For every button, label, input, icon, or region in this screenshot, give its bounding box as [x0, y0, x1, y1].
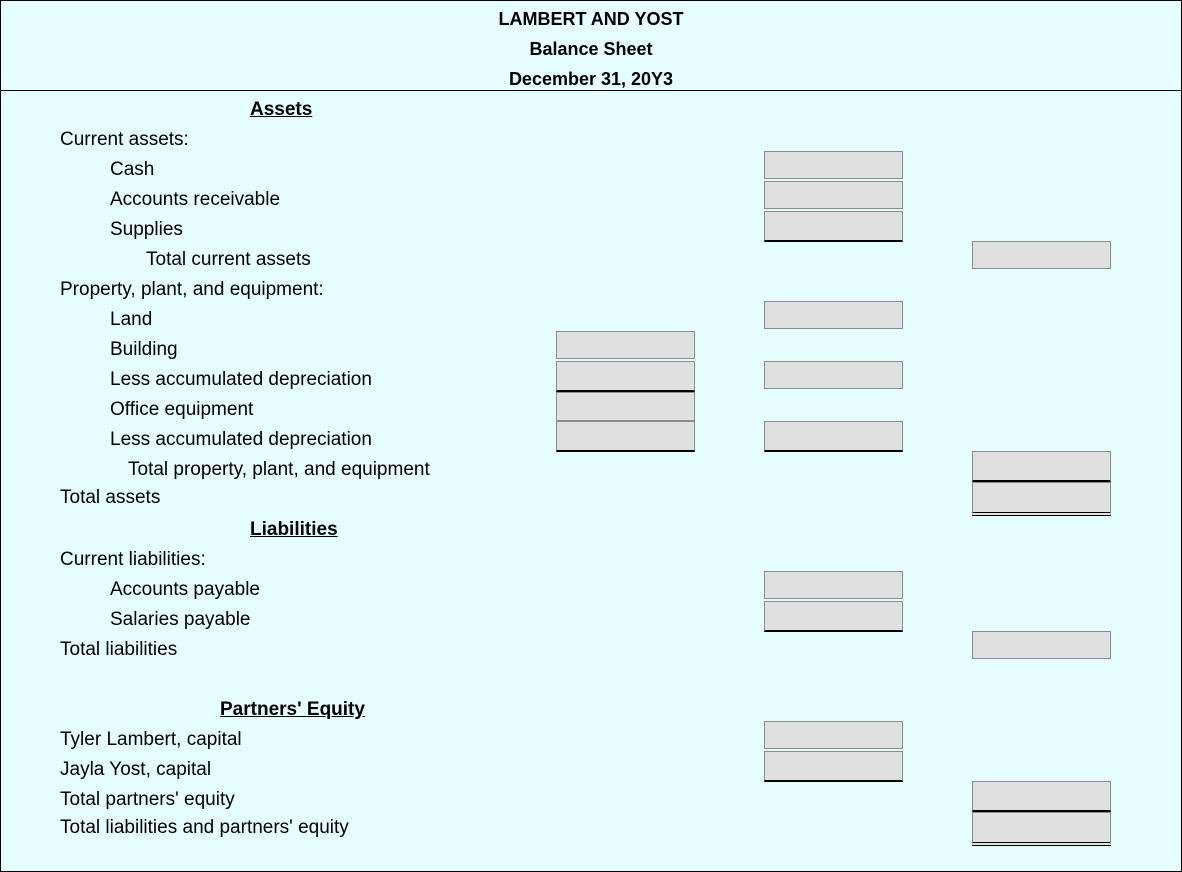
building-net-input[interactable] — [764, 361, 903, 389]
office-equipment-input[interactable] — [556, 392, 695, 421]
accounts-payable-input[interactable] — [764, 571, 903, 599]
supplies-label: Supplies — [110, 219, 183, 240]
yost-capital-input[interactable] — [764, 751, 903, 782]
total-liabilities-input[interactable] — [972, 631, 1111, 659]
building-accum-dep-input[interactable] — [556, 361, 695, 392]
total-assets-input[interactable] — [972, 482, 1111, 516]
salaries-payable-label: Salaries payable — [110, 609, 251, 630]
salaries-payable-input[interactable] — [764, 601, 903, 632]
land-input[interactable] — [764, 301, 903, 329]
total-ppe-label: Total property, plant, and equipment — [128, 459, 430, 480]
accounts-receivable-label: Accounts receivable — [110, 189, 281, 210]
building-accum-dep-label: Less accumulated depreciation — [110, 369, 372, 390]
office-accum-dep-input[interactable] — [556, 421, 695, 452]
partners-equity-heading: Partners' Equity — [220, 699, 365, 720]
statement-header — [1, 1, 1181, 91]
office-equipment-label: Office equipment — [110, 399, 254, 420]
cash-label: Cash — [110, 159, 155, 180]
total-liabilities-equity-input[interactable] — [972, 812, 1111, 846]
land-label: Land — [110, 309, 153, 330]
company-name: LAMBERT AND YOST — [498, 9, 684, 29]
building-input[interactable] — [556, 331, 695, 359]
supplies-input[interactable] — [764, 211, 903, 242]
lambert-capital-label: Tyler Lambert, capital — [60, 729, 242, 750]
accounts-receivable-input[interactable] — [764, 181, 903, 209]
total-current-assets-input[interactable] — [972, 241, 1111, 269]
statement-date: December 31, 20Y3 — [508, 69, 674, 89]
yost-capital-label: Jayla Yost, capital — [60, 759, 212, 780]
current-liabilities-heading: Current liabilities: — [60, 549, 206, 570]
total-partners-equity-input[interactable] — [972, 781, 1111, 812]
statement-title: Balance Sheet — [529, 39, 653, 59]
building-label: Building — [110, 339, 178, 360]
total-liabilities-equity-label: Total liabilities and partners' equity — [60, 817, 349, 838]
cash-input[interactable] — [764, 151, 903, 179]
office-equipment-net-input[interactable] — [764, 421, 903, 452]
assets-heading: Assets — [250, 99, 313, 120]
total-current-assets-label: Total current assets — [146, 249, 311, 270]
total-partners-equity-label: Total partners' equity — [60, 789, 235, 810]
current-assets-heading: Current assets: — [60, 129, 189, 150]
liabilities-heading: Liabilities — [250, 519, 338, 540]
total-assets-label: Total assets — [60, 487, 161, 508]
ppe-heading: Property, plant, and equipment: — [60, 279, 324, 300]
lambert-capital-input[interactable] — [764, 721, 903, 749]
total-ppe-input[interactable] — [972, 451, 1111, 482]
office-accum-dep-label: Less accumulated depreciation — [110, 429, 372, 450]
accounts-payable-label: Accounts payable — [110, 579, 260, 600]
total-liabilities-label: Total liabilities — [60, 639, 178, 660]
